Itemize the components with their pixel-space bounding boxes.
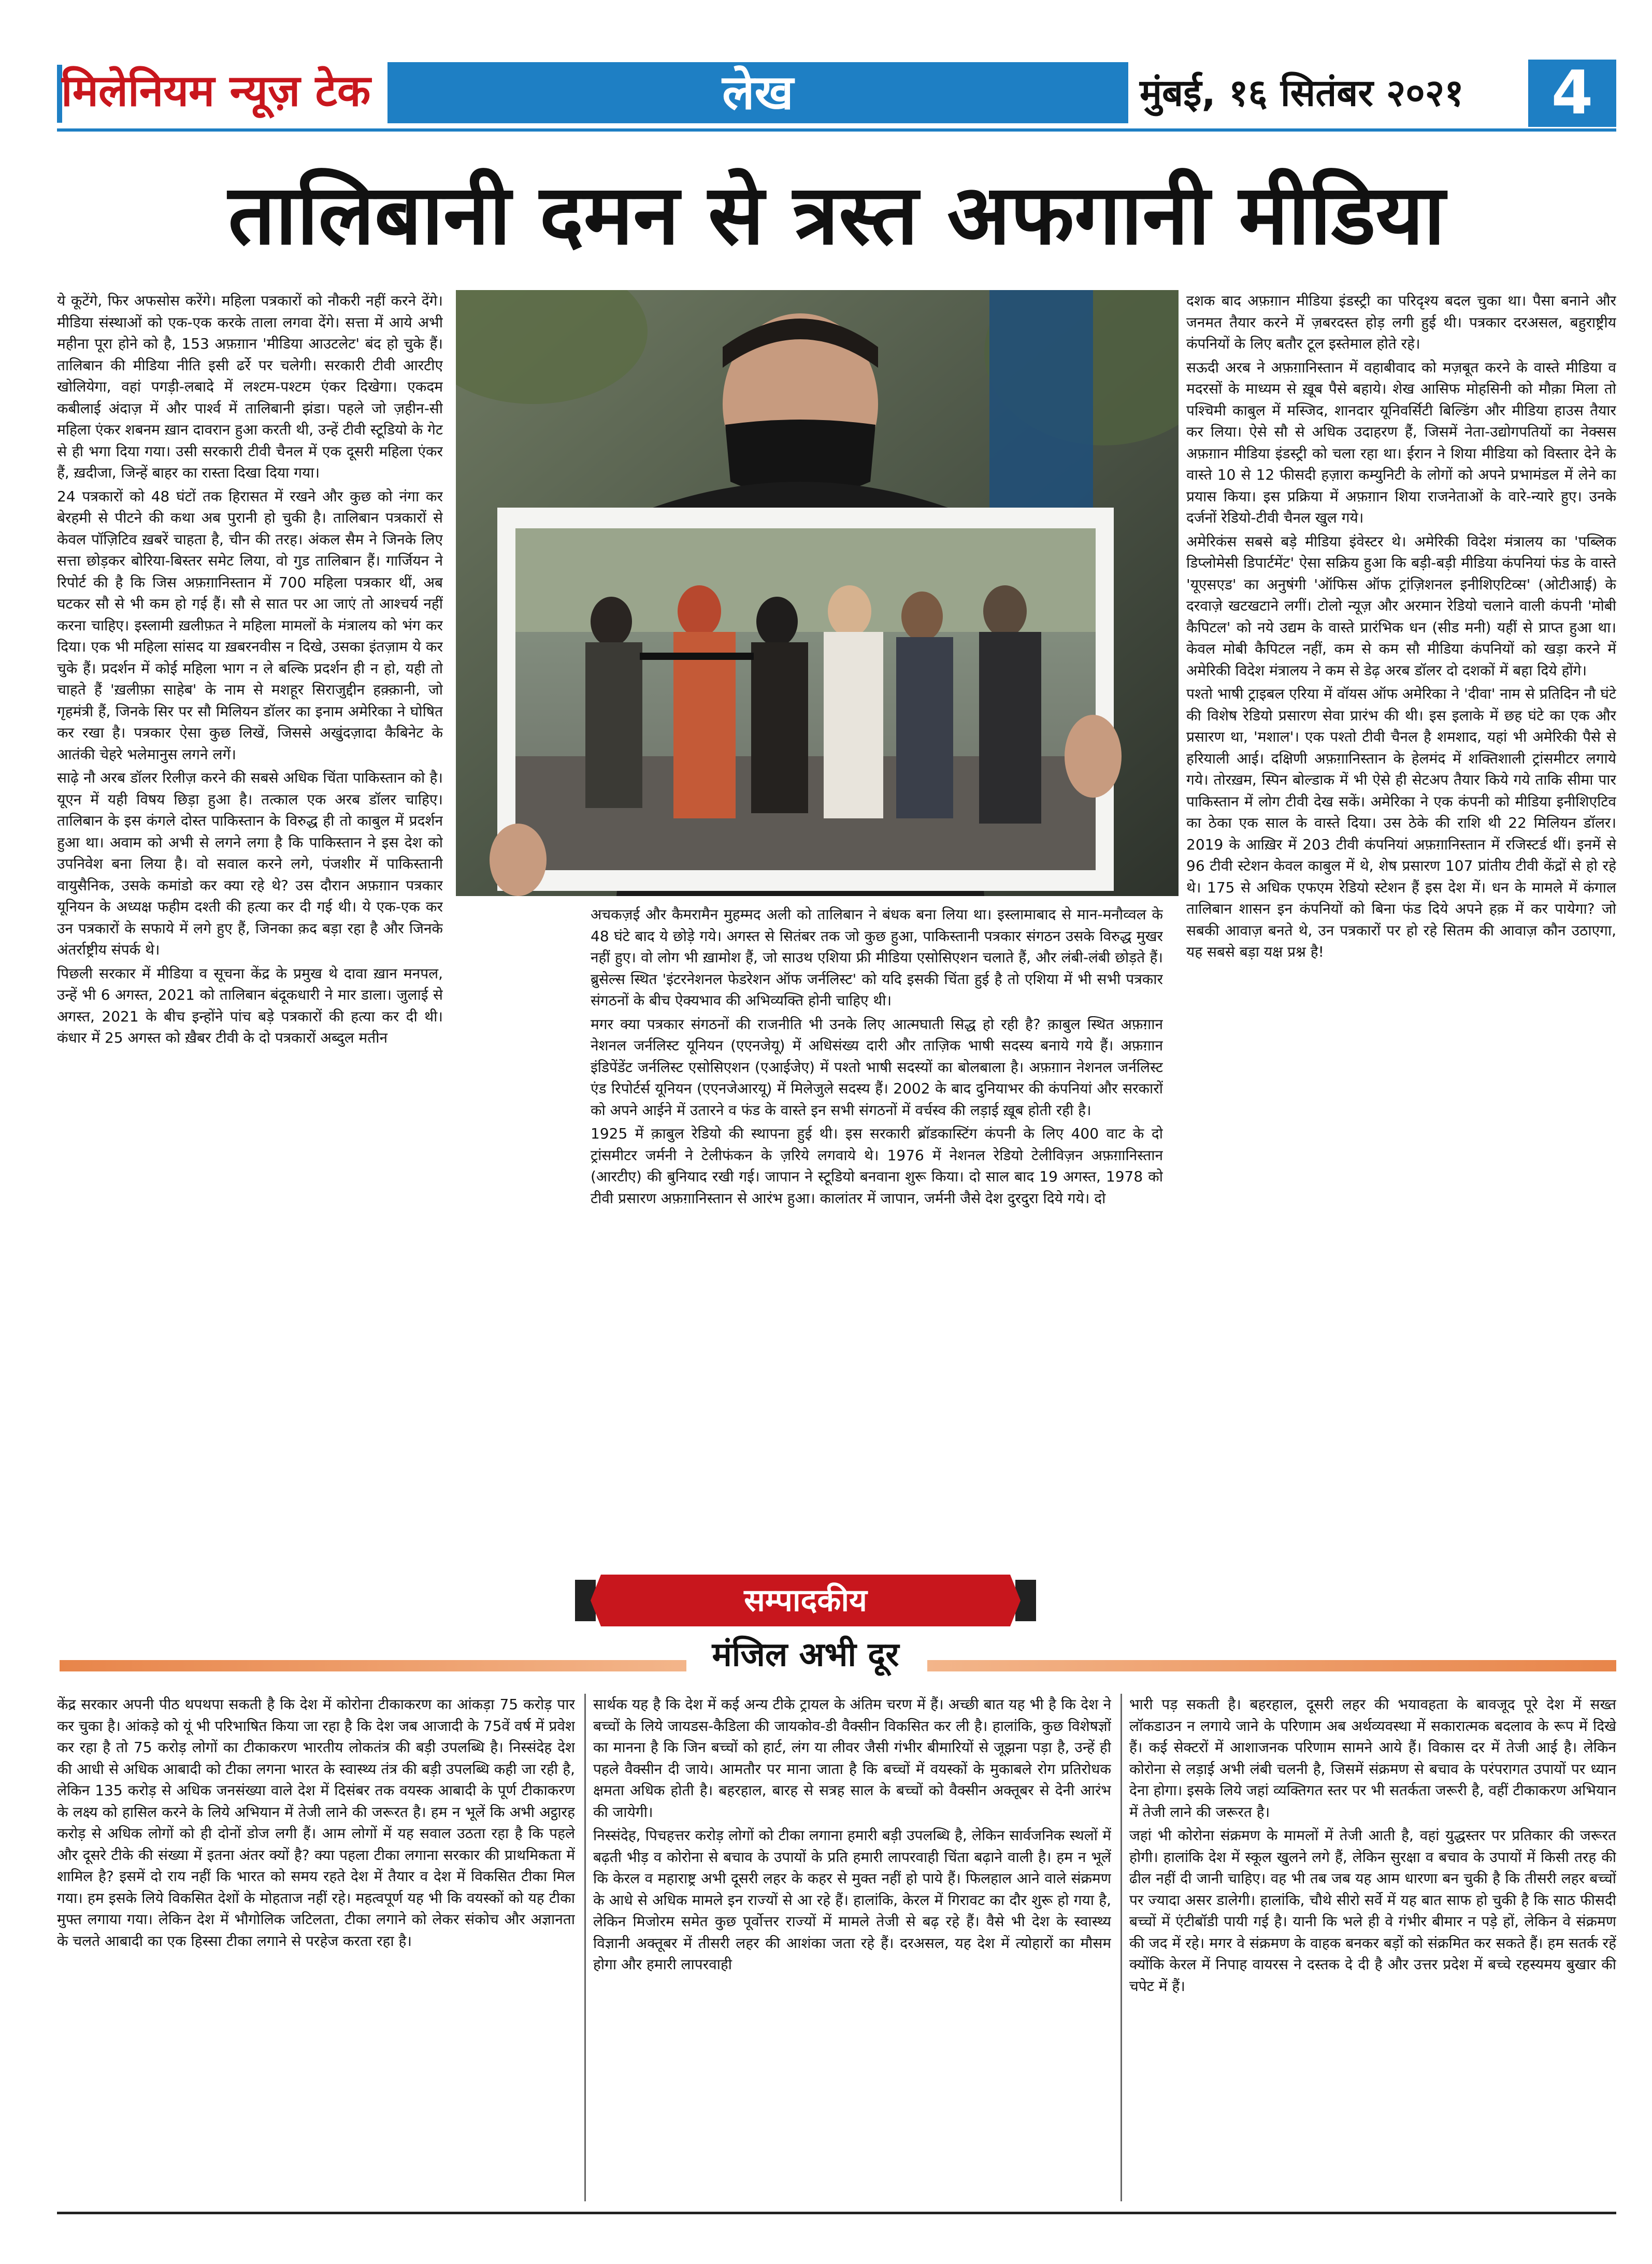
article-headline: तालिबानी दमन से त्रस्त अफगानी मीडिया	[228, 166, 1445, 263]
dateline: मुंबई, १६ सितंबर २०२१	[1140, 71, 1464, 114]
article-paragraph: मगर क्या पत्रकार संगठनों की राजनीति भी उनके लिए आत्मघाती सिद्ध हो रही है? क़ाबुल स्थित अफ़ग़ान नेशनल जर्नलिस्ट यूनियन (एएनजेयू) में अधिसंख्य दारी और ताज़िक भाषी सदस्य बनाये गये हैं। अफ़ग़ान इंडिपेंडेंट जर्नलिस्ट एसोसिएशन (एआईजेए) में पश्तो भाषी सदस्यों का बोलबाला है। अफ़ग़ान नेशनल जर्नलिस्ट एंड रिपोर्टर्स यूनियन (एएनजेआरयू) में मिलेजुले सदस्य हैं। 2002 के बाद दुनियाभर की कंपनियां और सरकारों को अपने आईने में उतारने व फंड के वास्ते इन सभी संगठनों में वर्चस्व की लड़ाई ख़ूब होती रही है।	[591, 1015, 1163, 1119]
article-paragraph: सऊदी अरब ने अफ़ग़ानिस्तान में वहाबीवाद को मज़बूत करने के वास्ते मीडिया व मदरसों के माध्यम से ख़ूब पैसे बहाये। शेख आसिफ मोहसिनी को मौक़ा मिला तो पश्चिमी काबुल में मस्जिद, शानदार यूनिवर्सिटी बिल्डिंग और मीडिया हाउस तैयार कर लिया। ऐसे सौ से अधिक उदाहरण हैं, जिसमें नेता-उद्योगपतियों का नेक्सस अफ़ग़ान मीडिया इंडस्ट्री को चला रहा था। ईरान ने शिया मीडिया को विस्तार देने के वास्ते 10 से 12 फीसदी हज़ारा कम्युनिटी के लोगों को अपने प्रभामंडल में लेने का प्रयास किया। इस प्रक्रिया में अफ़ग़ान शिया राजनेताओं के वारे-न्यारे हुए। उनके दर्जनों रेडियो-टीवी चैनल खुल गये।	[1186, 358, 1616, 526]
column-separator	[1121, 1694, 1122, 2201]
editorial-paragraph: जहां भी कोरोना संक्रमण के मामलों में तेजी आती है, वहां युद्धस्तर पर प्रतिकार की जरूरत होगी। हालांकि देश में स्कूल खुलने लगे हैं, लेकिन सुरक्षा व बचाव के उपायों में किसी तरह की ढील नहीं दी जानी चाहिए। वह भी तब जब यह आम धारणा बन चुकी है कि तीसरी लहर बच्चों पर ज्यादा असर डालेगी। हालांकि, चौथे सीरो सर्वे में यह बात साफ हो चुकी है कि साठ फीसदी बच्चों में एंटीबॉडी पायी गई है। यानी कि भले ही वे गंभीर बीमार न पड़े हों, लेकिन वे संक्रमण की जद में रहे। मगर वे संक्रमण के वाहक बनकर बड़ों को संक्रमित कर सकते हैं। हम सतर्क रहें क्योंकि केरल में निपाह वायरस ने दस्तक दे दी है और उत्तर प्रदेश में बच्चे रहस्यमय बुखार की चपेट में हैं।	[1129, 1827, 1616, 1995]
page-number: 4	[1528, 60, 1616, 127]
editorial-title: मंजिल अभी दूर	[712, 1636, 899, 1674]
editorial-paragraph: सार्थक यह है कि देश में कई अन्य टीके ट्रायल के अंतिम चरण में हैं। अच्छी बात यह भी है कि देश ने बच्चों के लिये जायडस-कैडिला की जायकोव-डी वैक्सीन विकसित कर ली है। हालांकि, कुछ विशेषज्ञों का मानना है कि जिन बच्चों को हार्ट, लंग या लीवर जैसी गंभीर बीमारियों से जूझना पड़ा है, उन्हें ही पहले वैक्सीन दी जाये। आमतौर पर माना जाता है कि बच्चों में वयस्कों के मुकाबले रोग प्रतिरोधक क्षमता अधिक होती है। बहरहाल, बारह से सत्रह साल के बच्चों को वैक्सीन अक्तूबर से देनी आरंभ की जायेगी।	[593, 1696, 1111, 1821]
newspaper-brand: मिलेनियम न्यूज़ टेक	[61, 65, 371, 116]
editorial-column-3	[1129, 1694, 1616, 2204]
article-paragraph: अचकज़ई और कैमरामैन मुहम्मद अली को तालिबान ने बंधक बना लिया था। इस्लामाबाद से मान-मनौव्वल के 48 घंटे बाद ये छोड़े गये। अगस्त से सितंबर तक जो कुछ हुआ, पाकिस्तानी पत्रकार संगठन उसके विरुद्ध मुखर नहीं हुए। वो लोग भी ख़ामोश हैं, जो साउथ एशिया फ्री मीडिया एसोसिएशन चलाते हैं, और लंबी-लंबी छोड़ते हैं। ब्रुसेल्स स्थित 'इंटरनेशनल फेडरेशन ऑफ जर्नलिस्ट' को यदि इसकी चिंता हुई है तो एशिया में भी सभी पत्रकार संगठनों के बीच ऐक्यभाव की अभिव्यक्ति होनी चाहिए थी।	[591, 906, 1163, 1009]
protest-photo-illustration	[456, 290, 1179, 896]
editorial-paragraph: निस्संदेह, पिचहत्तर करोड़ लोगों को टीका लगाना हमारी बड़ी उपलब्धि है, लेकिन सार्वजनिक स्थलों में बढ़ती भीड़ व कोरोना से बचाव के उपायों के प्रति हमारी लापरवाही चिंता बढ़ाने वाली है। हम न भूलें कि केरल व महाराष्ट्र अभी दूसरी लहर के कहर से मुक्त नहीं हो पाये हैं। फिलहाल आने वाले संक्रमण के आधे से अधिक मामले इन राज्यों से आ रहे हैं। हालांकि, केरल में गिरावट का दौर शुरू हो गया है, लेकिन मिजोरम समेत कुछ पूर्वोत्तर राज्यों में मामले तेजी से बढ़ रहे हैं। वैसे भी देश के स्वास्थ्य विज्ञानी अक्तूबर में तीसरी लहर की आशंका जता रहे हैं। दरअसल, यह देश में त्योहारों का मौसम होगा और हमारी लापरवाही	[593, 1827, 1111, 1973]
editorial-paragraph: केंद्र सरकार अपनी पीठ थपथपा सकती है कि देश में कोरोना टीकाकरण का आंकड़ा 75 करोड़ पार कर चुका है। आंकड़े को यूं भी परिभाषित किया जा रहा है कि देश जब आजादी के 75वें वर्ष में प्रवेश कर रहा है तो 75 करोड़ लोगों का टीकाकरण भारतीय लोकतंत्र की बड़ी उपलब्धि है। निस्संदेह देश की आधी से अधिक आबादी को टीका लगना भारत के स्वास्थ्य तंत्र की बड़ी उपलब्धि कही जा रही है, लेकिन 135 करोड़ से अधिक जनसंख्या वाले देश में दिसंबर तक वयस्क आबादी के पूर्ण टीकाकरण के लक्ष्य को हासिल करने के लिये अभियान में तेजी लाने की जरूरत है। हम न भूलें कि अभी अट्ठारह करोड़ से अधिक लोगों को ही दोनों डोज लगी हैं। आम लोगों में यह सवाल उठता रहा है कि पहले और दूसरे टीके की संख्या में इतना अंतर क्यों है? क्या पहला टीका लगाना सरकार की प्राथमिकता में शामिल है? इसमें दो राय नहीं कि भारत को समय रहते देश में तैयार व देश में विकसित टीका मिल गया। हम इसके लिये विकसित देशों के मोहताज नहीं रहे। महत्वपूर्ण यह भी कि वयस्कों को यह टीका मुफ्त लगाया गया। लेकिन देश में भौगोलिक जटिलता, टीका लगाने को लेकर संकोच और अज्ञानता के चलते आबादी का एक हिस्सा टीका लगाने से परहेज करता रहा है।	[57, 1696, 575, 1950]
editorial-banner-label: सम्पादकीय	[744, 1582, 867, 1619]
masthead-rule	[57, 128, 1616, 132]
article-photo	[456, 290, 1179, 896]
article-column-3	[1186, 290, 1616, 1549]
article-column-1	[57, 290, 443, 1549]
article-paragraph: साढ़े नौ अरब डॉलर रिलीज़ करने की सबसे अधिक चिंता पाकिस्तान को है। यूएन में यही विषय छिड़ा हुआ है। तत्काल एक अरब डॉलर चाहिए। तालिबान के इस कंगले दोस्त पाकिस्तान के विरुद्ध ही तो काबुल में प्रदर्शन हुआ था। अवाम को अभी से लगने लगा है कि पाकिस्तान ने इस देश को उपनिवेश बना लिया है। वो सवाल करने लगे, पंजशीर में पाकिस्तानी वायुसैनिक, उसके कमांडो कर क्या रहे थे? उस दौरान अफ़ग़ान पत्रकार यूनियन के अध्यक्ष फहीम दश्ती की हत्या कर दी गई थी। ये एक-एक कर उन पत्रकारों के सफाये में लगे हुए हैं, जिनका क़द बड़ा रहा है और जिनके अंतर्राष्ट्रीय संपर्क थे।	[57, 769, 443, 958]
page-bottom-rule	[57, 2212, 1616, 2214]
section-label: लेख	[722, 65, 794, 120]
article-paragraph: पिछली सरकार में मीडिया व सूचना केंद्र के प्रमुख थे दावा ख़ान मनपल, उन्हें भी 6 अगस्त, 2021 को तालिबान बंदूकधारी ने मार डाला। जुलाई से अगस्त, 2021 के बीच इन्होंने पांच बड़े पत्रकारों की हत्या कर दी थी। कंधार में 25 अगस्त को ख़ैबर टीवी के दो पत्रकारों अब्दुल मतीन	[57, 964, 443, 1046]
editorial-column-1	[57, 1694, 575, 2204]
editorial-column-2	[593, 1694, 1111, 2204]
article-paragraph: पश्तो भाषी ट्राइबल एरिया में वॉयस ऑफ अमेरिका ने 'दीवा' नाम से प्रतिदिन नौ घंटे की विशेष रेडियो प्रसारण सेवा प्रारंभ की थी। इस इलाके में छह घंटे का एक और प्रसारण था, 'मशाल'। एक पश्तो टीवी चैनल है शमशाद, यहां भी अमेरिकी पैसे से हरियाली आई। दक्षिणी अफ़ग़ानिस्तान के हेलमंद में शक्तिशाली ट्रांसमीटर लगाये गये। तोरख़म, स्पिन बोल्डाक में भी ऐसे ही सेटअप तैयार किये गये ताकि सीमा पार पाकिस्तान में लोग टीवी देख सकें। अमेरिका ने एक कंपनी को मीडिया इनीशिएटिव का ठेका एक साल के वास्ते दिया। उस ठेके की राशि थी 22 मिलियन डॉलर। 2019 के आख़िर में 203 टीवी कंपनियां अफ़ग़ानिस्तान में रजिस्टर्ड थीं। इनमें से 96 टीवी स्टेशन केवल काबुल में थे, शेष प्रसारण 107 प्रांतीय टीवी केंद्रों से हो रहे थे। 175 से अधिक एफएम रेडियो स्टेशन हैं इस देश में। धन के मामले में कंगाल तालिबान शासन इन कंपनियों को बिना फंड दिये अपने हक़ में कर पायेगा? जो सबकी आवाज़ बनते थे, उन पत्रकारों पर हो रहे सितम की आवाज़ कौन उठाएगा, यह सबसे बड़ा यक्ष प्रश्न है!	[1186, 685, 1616, 960]
article-paragraph: 24 पत्रकारों को 48 घंटों तक हिरासत में रखने और कुछ को नंगा कर बेरहमी से पीटने की कथा अब पुरानी हो चुकी है। तालिबान पत्रकारों से केवल पॉज़िटिव ख़बरें चाहता है, चीन की तरह। अंकल सैम ने जिनके लिए सत्ता छोड़कर बोरिया-बिस्तर समेट लिया, वो गुड तालिबान हैं। गार्जियन ने रिपोर्ट की है कि जिस अफ़ग़ानिस्तान में 700 महिला पत्रकार थीं, अब घटकर सौ से भी कम हो गई हैं। सौ से सात पर आ जाएं तो आश्चर्य नहीं करना चाहिए। इस्लामी ख़लीफ़त ने महिला मामलों के मंत्रालय को भंग कर दिया। एक भी महिला सांसद या ख़बरनवीस न दिखे, उसका इंतज़ाम ये कर चुके हैं। प्रदर्शन में कोई महिला भाग न ले बल्कि प्रदर्शन ही न हो, यही तो चाहते हैं 'ख़लीफ़ा साहेब' के नाम से मशहूर सिराजुद्दीन हक़्क़ानी, जो गृहमंत्री हैं, जिनके सिर पर सौ मिलियन डॉलर का इनाम अमेरिका ने घोषित कर रखा है। पत्रकार ऐसा कुछ लिखें, जिससे अखुंदज़ादा कैबिनेट के आतंकी चेहरे भलेमानुस लगने लगें।	[57, 487, 443, 763]
article-column-2	[591, 904, 1163, 1549]
article-paragraph: 1925 में क़ाबुल रेडियो की स्थापना हुई थी। इस सरकारी ब्रॉडकास्टिंग कंपनी के लिए 400 वाट के दो ट्रांसमीटर जर्मनी ने टेलीफंकन के ज़रिये लगवाये थे। 1976 में नेशनल रेडियो टेलीविज़न अफ़ग़ानिस्तान (आरटीए) की बुनियाद रखी गई। जापान ने स्टूडियो बनवाना शुरू किया। दो साल बाद 19 अगस्त, 1978 को टीवी प्रसारण अफ़ग़ानिस्तान से आरंभ हुआ। कालांतर में जापान, जर्मनी जैसे देश दुरदुरा दिये गये। दो	[591, 1125, 1163, 1207]
column-separator	[584, 1694, 586, 2201]
editorial-rule-right	[927, 1660, 1616, 1671]
editorial-paragraph: भारी पड़ सकती है। बहरहाल, दूसरी लहर की भयावहता के बावजूद पूरे देश में सख्त लॉकडाउन न लगाये जाने के परिणाम अब अर्थव्यवस्था में सकारात्मक बदलाव के रूप में दिखे हैं। कई सेक्टरों में आशाजनक परिणाम सामने आये हैं। विकास दर में तेजी आई है। लेकिन कोरोना से लड़ाई अभी लंबी चलनी है, जिसमें संक्रमण से बचाव के परंपरागत उपायों पर ध्यान देना होगा। इसके लिये जहां व्यक्तिगत स्तर पर भी सतर्कता जरूरी है, वहीं टीकाकरण अभियान में तेजी लाने की जरूरत है।	[1129, 1696, 1616, 1821]
article-paragraph: ये कूटेंगे, फिर अफसोस करेंगे। महिला पत्रकारों को नौकरी नहीं करने देंगे। मीडिया संस्थाओं को एक-एक करके ताला लगवा देंगे। सत्ता में आये अभी महीना पूरा होने को है, 153 अफ़ग़ान 'मीडिया आउटलेट' बंद हो चुके हैं। तालिबान की मीडिया नीति इसी ढर्रे पर चलेगी। सरकारी टीवी आरटीए खोलियेगा, वहां पगड़ी-लबादे में लश्टम-पश्टम एंकर दिखेगा। एकदम कबीलाई अंदाज़ में और पार्श्व में तालिबानी झंडा। पहले जो ज़हीन-सी महिला एंकर शबनम ख़ान दावरान हुआ करती थी, उन्हें टीवी स्टूडियो के गेट से ही भगा दिया गया। उसी सरकारी टीवी चैनल में एक दूसरी महिला एंकर हैं, ख़दीजा, जिन्हें बाहर का रास्ता दिखा दिया गया।	[57, 292, 443, 481]
article-paragraph: अमेरिकंस सबसे बड़े मीडिया इंवेस्टर थे। अमेरिकी विदेश मंत्रालय का 'पब्लिक डिप्लोमेसी डिपार्टमेंट' ऐसा सक्रिय हुआ कि बड़ी-बड़ी मीडिया कंपनियां फंड के वास्ते 'यूएसएड' का अनुषंगी 'ऑफिस ऑफ ट्रांज़िशनल इनीशिएटिव्स' (ओटीआई) के दरवाज़े खटखटाने लगीं। टोलो न्यूज़ और अरमान रेडियो चलाने वाली कंपनी 'मोबी कैपिटल' को नये उद्यम के वास्ते प्रारंभिक धन (सीड मनी) यहीं से प्राप्त हुआ था। केवल मोबी कैपिटल नहीं, कम से कम सौ मीडिया कंपनियों को खड़ा करने में अमेरिकी विदेश मंत्रालय ने कम से डेढ़ अरब डॉलर दो दशकों में बहा दिये होंगे।	[1186, 532, 1616, 679]
article-paragraph: दशक बाद अफ़ग़ान मीडिया इंडस्ट्री का परिदृश्य बदल चुका था। पैसा बनाने और जनमत तैयार करने में ज़बरदस्त होड़ लगी हुई थी। पत्रकार दरअसल, बहुराष्ट्रीय कंपनियों के लिए बतौर टूल इस्तेमाल होते रहे।	[1186, 292, 1616, 352]
